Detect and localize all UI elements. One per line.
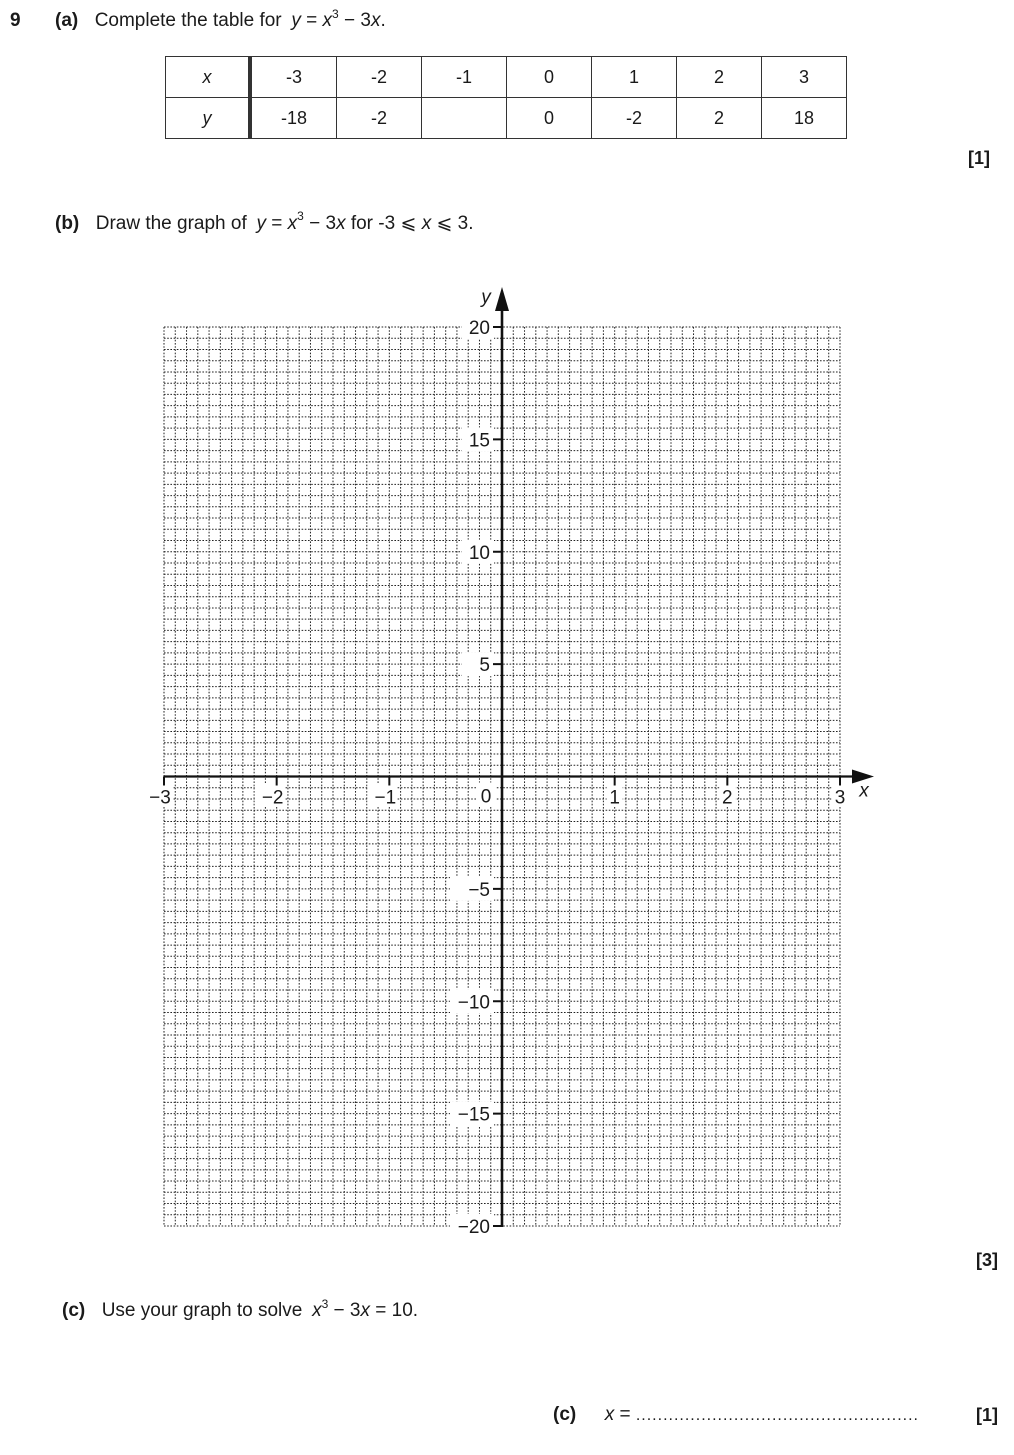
answer-equals: = (614, 1404, 636, 1425)
svg-text:−5: −5 (468, 879, 490, 901)
table-cell: -3 (250, 57, 337, 98)
svg-text:x: x (859, 780, 869, 802)
part-a-text: Complete the table for (94, 10, 282, 31)
table-cell: -2 (337, 98, 422, 139)
svg-text:20: 20 (468, 318, 490, 339)
part-a-marks: [1] (968, 148, 990, 168)
svg-text:−3: −3 (149, 787, 171, 809)
answer-variable: x (604, 1404, 615, 1425)
part-a-equation: $y = x^3 - 3x$. (291, 7, 386, 31)
table-cell: -18 (250, 98, 337, 139)
table-cell: 0 (507, 98, 592, 139)
svg-text:−2: −2 (261, 787, 284, 809)
svg-text:15: 15 (468, 430, 490, 452)
table-header-x: x (166, 57, 251, 98)
table-cell: 2 (677, 98, 762, 139)
table-cell: 1 (592, 57, 677, 98)
svg-text:5: 5 (479, 655, 490, 677)
svg-text:−20: −20 (457, 1217, 490, 1238)
answer-field[interactable]: .................................................... (635, 1407, 919, 1424)
svg-text:−15: −15 (457, 1104, 490, 1126)
table-header-y: y (166, 98, 251, 139)
table-cell: 2 (677, 57, 762, 98)
svg-text:−1: −1 (374, 787, 397, 809)
svg-text:−10: −10 (457, 992, 490, 1014)
part-c-equation: $x^3 - 3x = 10$. (312, 1297, 419, 1321)
part-b-text: Draw the graph of (95, 213, 247, 234)
svg-text:y: y (481, 287, 491, 308)
svg-text:3: 3 (834, 787, 846, 809)
svg-text:10: 10 (468, 542, 490, 564)
table-cell: -2 (337, 57, 422, 98)
table-cell: 3 (762, 57, 847, 98)
tick-labels (149, 287, 870, 1238)
table-cell: 18 (762, 98, 847, 139)
svg-text:1: 1 (609, 787, 620, 809)
part-b-equation: $y = x^3 - 3x$ for -3 ⩽ x ⩽ 3. (256, 209, 474, 234)
svg-text:0: 0 (480, 786, 492, 808)
part-c-answer-line (553, 1404, 919, 1426)
part-a-label: (a) (55, 10, 79, 31)
part-c-prompt (62, 1297, 419, 1322)
part-c-marks: [1] (976, 1405, 998, 1425)
table-cell: -2 (592, 98, 677, 139)
part-b-label: (b) (55, 213, 80, 234)
svg-text:2: 2 (722, 787, 733, 809)
part-c-label: (c) (62, 1300, 86, 1321)
question-number: 9 (10, 10, 21, 31)
table-cell: -1 (422, 57, 507, 98)
answer-label: (c) (553, 1404, 577, 1425)
part-c-text: Use your graph to solve (101, 1300, 303, 1321)
table-cell: 0 (507, 57, 592, 98)
part-b-marks: [3] (976, 1250, 998, 1270)
